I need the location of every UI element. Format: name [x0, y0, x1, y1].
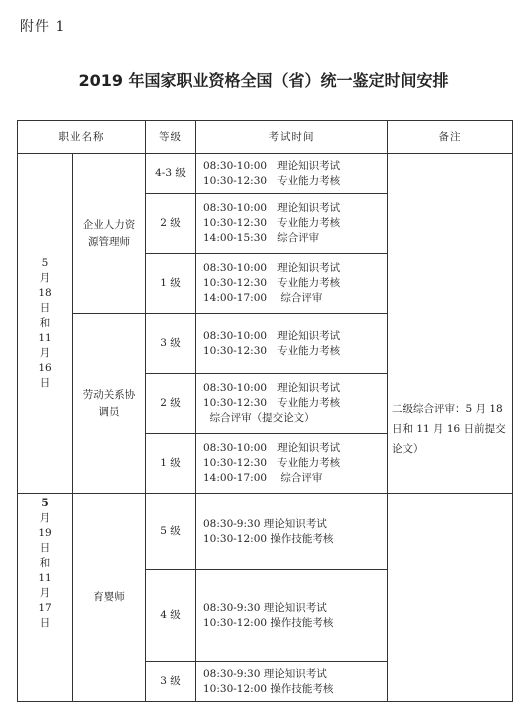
exam-time-line: 08:30-10:00 理论知识考试 — [203, 382, 341, 394]
schedule-table — [17, 120, 513, 702]
level-cell: 3 级 — [146, 662, 196, 702]
exam-time-line: 综合评审（提交论文） — [203, 412, 315, 424]
exam-time-line: 10:30-12:30 专业能力考核 — [203, 277, 341, 289]
table-row — [18, 494, 513, 570]
exam-time-line: 10:30-12:30 专业能力考核 — [203, 217, 341, 229]
date-cell-group1 — [18, 154, 73, 494]
date-char: 和 — [39, 317, 51, 329]
exam-time-line: 10:30-12:30 专业能力考核 — [203, 397, 341, 409]
table-row — [18, 154, 513, 194]
exam-time-line: 08:30-9:30 理论知识考试 — [203, 517, 327, 530]
exam-time-line: 14:00-17:00 综合评审 — [203, 472, 323, 484]
job-name-hr-manager: 企业人力资源管理师 — [73, 154, 146, 314]
job-name-labor-coordinator: 劳动关系协调员 — [73, 314, 146, 494]
level-cell: 1 级 — [146, 434, 196, 494]
exam-time-line: 08:30-9:30 理论知识考试 — [203, 667, 327, 680]
date-char: 16 — [38, 362, 52, 374]
attachment-label: 附件 1 — [20, 19, 66, 35]
date-char: 日 — [39, 302, 51, 314]
exam-time-line: 10:30-12:00 操作技能考核 — [203, 682, 334, 695]
exam-time-line: 10:30-12:00 操作技能考核 — [203, 532, 334, 545]
exam-times-cell — [196, 434, 388, 494]
header-row — [18, 121, 513, 154]
date-char: 17 — [38, 602, 52, 614]
level-cell: 3 级 — [146, 314, 196, 374]
date-char: 月 — [39, 272, 51, 284]
exam-times-cell — [196, 254, 388, 314]
exam-time-line: 08:30-10:00 理论知识考试 — [203, 202, 341, 214]
date-char: 日 — [39, 377, 51, 389]
exam-time-line: 10:30-12:30 专业能力考核 — [203, 457, 341, 469]
exam-time-line: 08:30-10:00 理论知识考试 — [203, 442, 341, 454]
exam-time-line: 10:30-12:30 专业能力考核 — [203, 174, 341, 187]
exam-time-line: 10:30-12:00 操作技能考核 — [203, 616, 334, 629]
exam-times-cell — [196, 154, 388, 194]
date-char: 日 — [39, 542, 51, 554]
note-cell-empty — [388, 494, 513, 702]
exam-times-cell — [196, 570, 388, 662]
header-job-name: 职业名称 — [18, 121, 146, 154]
level-cell: 5 级 — [146, 494, 196, 570]
date-char: 日 — [39, 617, 51, 629]
exam-time-line: 10:30-12:30 专业能力考核 — [203, 344, 341, 357]
date-char: 5 — [41, 497, 49, 509]
header-note: 备注 — [388, 121, 513, 154]
exam-times-cell — [196, 314, 388, 374]
exam-times-cell — [196, 662, 388, 702]
date-char: 5 — [41, 257, 49, 269]
header-exam-time: 考试时间 — [196, 121, 388, 154]
date-char: 月 — [39, 512, 51, 524]
date-char: 和 — [39, 557, 51, 569]
level-cell: 4-3 级 — [146, 154, 196, 194]
exam-times-cell — [196, 494, 388, 570]
exam-time-line: 08:30-10:00 理论知识考试 — [203, 329, 341, 342]
exam-time-line: 14:00-17:00 综合评审 — [203, 292, 323, 304]
exam-times-cell — [196, 194, 388, 254]
date-char: 11 — [38, 332, 52, 344]
date-char: 月 — [39, 587, 51, 599]
level-cell: 2 级 — [146, 374, 196, 434]
date-char: 18 — [38, 287, 52, 299]
date-cell-group2 — [18, 494, 73, 702]
level-cell: 2 级 — [146, 194, 196, 254]
job-name-childcare: 育婴师 — [73, 494, 146, 702]
exam-time-line: 08:30-9:30 理论知识考试 — [203, 601, 327, 614]
document-title: 2019 年国家职业资格全国（省）统一鉴定时间安排 — [78, 71, 449, 90]
level-cell: 4 级 — [146, 570, 196, 662]
exam-times-cell — [196, 374, 388, 434]
exam-time-line: 14:00-15:30 综合评审 — [203, 232, 320, 244]
exam-time-line: 08:30-10:00 理论知识考试 — [203, 159, 341, 172]
note-cell — [388, 154, 513, 494]
header-level: 等级 — [146, 121, 196, 154]
date-char: 月 — [39, 347, 51, 359]
date-char: 11 — [38, 572, 52, 584]
note-text: 二级综合评审：5 月 18 日和 11 月 16 日前提交论文） — [392, 403, 506, 455]
date-char: 19 — [38, 527, 52, 539]
level-cell: 1 级 — [146, 254, 196, 314]
exam-time-line: 08:30-10:00 理论知识考试 — [203, 262, 341, 274]
